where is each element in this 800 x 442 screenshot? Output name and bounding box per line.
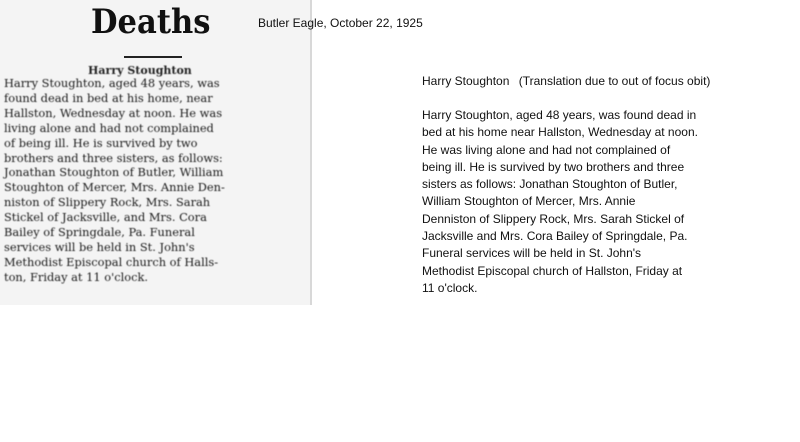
clipping-line: Jonathan Stoughton of Butler, William: [4, 165, 224, 180]
translation-line: bed at his home near Hallston, Wednesday at noon.: [422, 125, 698, 140]
clipping-line: Methodist Episcopal church of Halls-: [4, 254, 219, 269]
translation-name: Harry Stoughton: [422, 74, 510, 88]
clipping-line: Stoughton of Mercer, Mrs. Annie Den-: [4, 180, 225, 195]
translation-line: William Stoughton of Mercer, Mrs. Annie: [422, 194, 636, 209]
translation-line: He was living alone and had not complained of: [422, 142, 671, 157]
newspaper-clipping: [0, 0, 312, 305]
source-citation: Butler Eagle, October 22, 1925: [258, 16, 423, 30]
translation-line: Funeral services will be held in St. John's: [422, 246, 642, 261]
translation-heading: [422, 74, 722, 88]
clipping-line: Harry Stoughton, aged 48 years, was: [4, 76, 220, 90]
translation-line: Denniston of Slippery Rock, Mrs. Sarah Stickel of: [422, 211, 685, 226]
translation-line: 11 o'clock.: [422, 280, 478, 295]
clipping-line: living alone and had not complained: [4, 120, 214, 135]
clipping-line: Bailey of Springdale, Pa. Funeral: [4, 225, 195, 240]
translation-line: being ill. He is survived by two brothers and three: [422, 159, 685, 174]
masthead-rule: [124, 56, 182, 58]
clipping-line: Hallston, Wednesday at noon. He was: [4, 105, 223, 120]
clipping-line: brothers and three sisters, as follows:: [4, 150, 223, 165]
clipping-line: services will be held in St. John's: [4, 239, 195, 254]
clipping-line: ton, Friday at 11 o'clock.: [4, 269, 149, 284]
clipping-body: [4, 76, 302, 285]
clipping-headline: Harry Stoughton: [88, 64, 192, 77]
clipping-masthead: Deaths: [91, 2, 211, 42]
translation-note: (Translation due to out of focus obit): [518, 74, 711, 88]
clipping-line: Stickel of Jacksville, and Mrs. Cora: [4, 210, 207, 225]
translation-block: [422, 74, 722, 297]
translation-line: Jacksville and Mrs. Cora Bailey of Springdale, Pa.: [422, 229, 688, 244]
translation-line: Harry Stoughton, aged 48 years, was found dead in: [422, 108, 697, 122]
translation-line: Methodist Episcopal church of Hallston, Friday at: [422, 263, 683, 278]
clipping-line: of being ill. He is survived by two: [4, 135, 198, 150]
translation-body: [422, 107, 722, 297]
translation-line: sisters as follows: Jonathan Stoughton of Butler,: [422, 177, 678, 192]
clipping-line: found dead in bed at his home, near: [4, 90, 213, 105]
clipping-line: niston of Slippery Rock, Mrs. Sarah: [4, 195, 211, 210]
